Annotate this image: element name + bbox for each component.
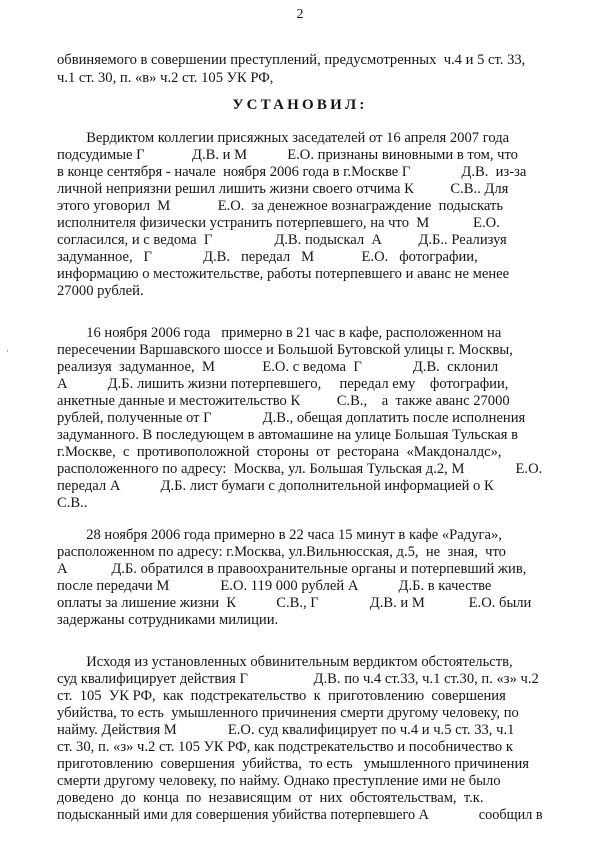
paragraph-2-line: А Д.Б. лишить жизни потерпевшего, передал ему фотографии, (57, 376, 509, 392)
paragraph-1-line: этого уговорил М Е.О. за денежное вознаграждение подыскать (57, 198, 504, 214)
paragraph-3-line: расположенном по адресу: г.Москва, ул.Вильнюсская, д.5, не зная, что (57, 544, 506, 560)
paragraph-1-line: информацию о местожительстве, работы потерпевшего и аванс не менее (57, 266, 510, 282)
paragraph-4-line: убийства, то есть умышленного причинения смерти другому человеку, по (57, 705, 519, 721)
paragraph-2-line: передал А Д.Б. лист бумаги с дополнительной информацией о К (57, 478, 494, 494)
paragraph-2-line: задуманного. В последующем в автомашине на улице Большая Тульская в (57, 427, 518, 443)
paragraph-1-line: в конце сентября - начале ноября 2006 года в г.Москве Г Д.В. из-за (57, 164, 527, 180)
paragraph-1-line: Вердиктом коллегии присяжных заседателей от 16 апреля 2007 года (57, 130, 510, 146)
paragraph-3-line: после передачи М Е.О. 119 000 рублей А Д.Б. в качестве (57, 578, 492, 594)
section-heading: УСТАНОВИЛ: (232, 97, 368, 113)
paragraph-2-line: 16 ноября 2006 года примерно в 21 час в кафе, расположенном на (57, 325, 502, 341)
paragraph-4-line: Исходя из установленных обвинительным вердиктом обстоятельств, (57, 654, 513, 670)
paragraph-1-line: личной неприязни решил лишить жизни своего отчима К С.В.. Для (57, 181, 509, 197)
paragraph-4-line: смерти другому человеку, по найму. Однако преступление ими не было (57, 773, 501, 789)
paragraph-4-line: приготовлению совершения убийства, то есть умышленного причинения (57, 756, 529, 772)
paragraph-3-line: задержаны сотрудниками милиции. (57, 612, 279, 628)
paragraph-1-line: согласился, и с ведома Г Д.В. подыскал А Д.Б.. Реализуя (57, 232, 507, 248)
page-number: 2 (296, 7, 304, 22)
paragraph-4-line: ст. 105 УК РФ, как подстрекательство к приготовлению совершения (57, 688, 506, 704)
paragraph-2-line: пересечении Варшавского шоссе и Большой Бутовской улицы г. Москвы, (57, 342, 513, 358)
paragraph-1-line: задуманное, Г Д.В. передал М Е.О. фотографии, (57, 249, 478, 265)
paragraph-3-line: А Д.Б. обратился в правоохранительные органы и потерпевший жив, (57, 561, 527, 577)
paragraph-2-line: рублей, полученные от Г Д.В., обещая доплатить после исполнения (57, 410, 526, 426)
paragraph-4-line: суд квалифицирует действия Г Д.В. по ч.4 ст.33, ч.1 ст.30, п. «з» ч.2 (57, 671, 539, 687)
paragraph-4-line: ст. 30, п. «з» ч.2 ст. 105 УК РФ, как подстрекательство и пособничество к (57, 739, 513, 755)
paragraph-2-line: анкетные данные и местожительство К С.В., а также аванс 27000 (57, 393, 510, 409)
paragraph-4-line: подысканный ими для совершения убийства потерпевшего А сообщил в (57, 807, 543, 823)
intro-line: обвиняемого в совершении преступлений, предусмотренных ч.4 и 5 ст. 33, (57, 52, 526, 68)
paragraph-3-line: 28 ноября 2006 года примерно в 22 часа 15 минут в кафе «Радуга», (57, 527, 502, 543)
paragraph-2-line: расположенного по адресу: Москва, ул. Большая Тульская д.2, М Е.О. (57, 461, 543, 477)
paragraph-1-line: 27000 рублей. (57, 283, 144, 299)
paragraph-3-line: оплаты за лишение жизни К С.В., Г Д.В. и М Е.О. были (57, 595, 532, 611)
paragraph-2-line: г.Москве, с противоположной стороны от ресторана «Макдоналдс», (57, 444, 502, 460)
paragraph-4-line: доведено до конца по независящим от них обстоятельствам, т.к. (57, 790, 484, 806)
paragraph-2-line: реализуя задуманное, М Е.О. с ведома Г Д.В. склонил (57, 359, 499, 375)
margin-mark: · (6, 346, 9, 356)
intro-line: ч.1 ст. 30, п. «в» ч.2 ст. 105 УК РФ, (57, 70, 274, 86)
paragraph-1-line: подсудимые Г Д.В. и М Е.О. признаны виновными в том, что (57, 147, 518, 163)
paragraph-4-line: найму. Действия М Е.О. суд квалифицирует по ч.4 и ч.5 ст. 33, ч.1 (57, 722, 515, 738)
paragraph-1-line: исполнителя физически устранить потерпевшего, на что М Е.О. (57, 215, 500, 231)
paragraph-2-line: С.В.. (57, 495, 88, 511)
